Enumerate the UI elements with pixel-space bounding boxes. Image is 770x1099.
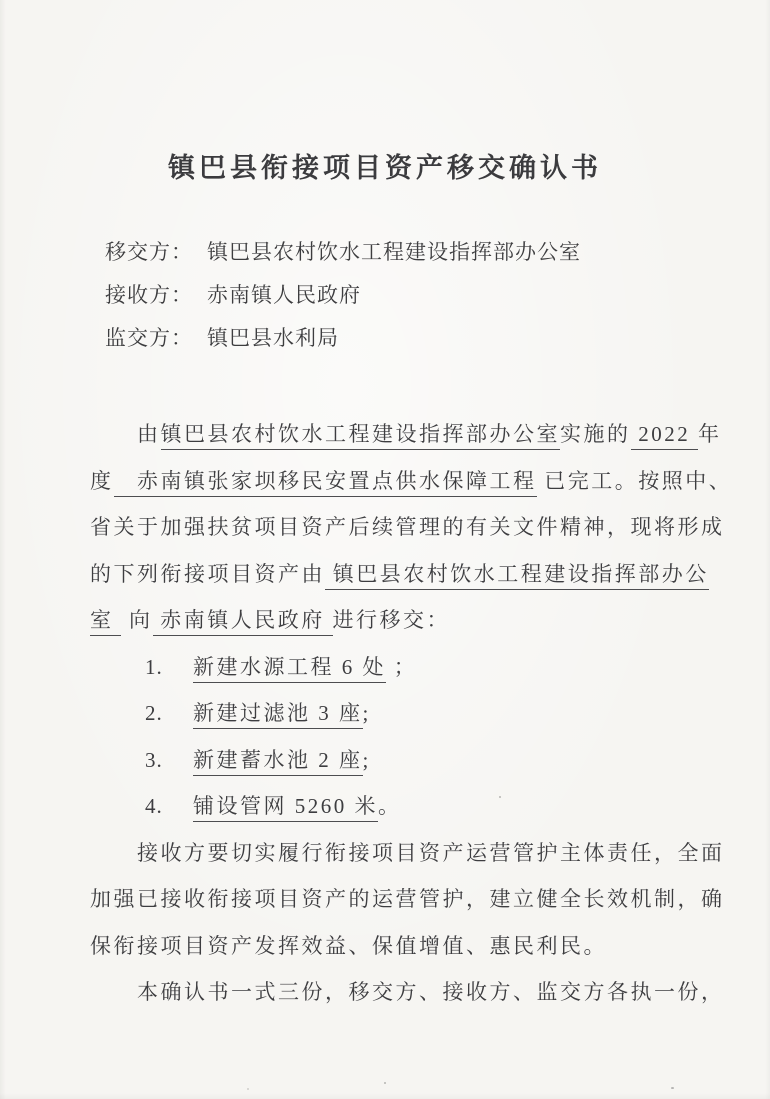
scan-speck — [671, 1087, 674, 1089]
underlined-fill: 新建蓄水池 2 座 — [193, 748, 363, 776]
underlined-fill: 赤南镇张家坝移民安置点供水保障工程 — [114, 469, 537, 497]
body-text: 向 — [121, 608, 153, 632]
list-item-3 — [90, 737, 710, 784]
list-item-punctuation: ； — [386, 654, 418, 679]
scan-speck — [499, 796, 501, 798]
party-label: 监交方： — [105, 326, 193, 350]
underlined-fill: 新建过滤池 3 座 — [193, 701, 363, 729]
underlined-fill: 镇巴县农村饮水工程建设指挥部办公室 — [161, 422, 561, 450]
list-item-number: 4. — [145, 794, 163, 818]
party-row-supervisor — [105, 317, 581, 360]
list-item-4 — [90, 783, 710, 830]
list-item-number: 2. — [145, 701, 163, 725]
underlined-fill: 2022 — [631, 422, 699, 450]
paragraph1-line4 — [90, 551, 710, 598]
scan-speck — [247, 1088, 249, 1090]
underlined-fill: 铺设管网 5260 米 — [193, 794, 378, 822]
document-title: 镇巴县衔接项目资产移交确认书 — [168, 153, 602, 183]
list-item-punctuation: 。 — [378, 794, 402, 818]
underlined-fill: 镇巴县农村饮水工程建设指挥部办公 — [325, 562, 709, 590]
paragraph1-line2 — [90, 458, 733, 505]
paragraph2-line3: 保衔接项目资产发挥效益、保值增值、惠民利民。 — [90, 933, 607, 958]
parties-block — [105, 231, 581, 360]
paragraph2-line2: 加强已接收衔接项目资产的运营管护，建立健全长效机制，确 — [90, 887, 725, 911]
paragraph1-line3 — [90, 504, 725, 551]
underlined-fill: 赤南镇人民政府 — [153, 608, 333, 636]
body-text: 由 — [90, 422, 161, 446]
list-item-1 — [90, 644, 710, 691]
paragraph2-line1: 接收方要切实履行衔接项目资产运营管护主体责任，全面 — [90, 840, 725, 865]
list-item-2 — [90, 690, 710, 737]
party-label: 接收方： — [105, 283, 193, 307]
paragraph3-line1: 本确认书一式三份，移交方、接收方、监交方各执一份， — [90, 980, 725, 1004]
list-item-number: 1. — [145, 654, 163, 679]
list-item-punctuation: ; — [362, 701, 371, 725]
body-text: 实施的 — [560, 422, 631, 446]
paragraph1-line1 — [90, 411, 722, 458]
list-item-punctuation: ; — [362, 747, 371, 772]
underlined-fill: 室 — [90, 608, 121, 636]
body-text: 度 — [90, 468, 114, 493]
party-value: 赤南镇人民政府 — [207, 283, 361, 307]
party-label: 移交方： — [105, 240, 193, 264]
body-text: 省关于加强扶贫项目资产后续管理的有关文件精神，现将形成 — [90, 515, 725, 539]
scan-speck — [384, 1082, 386, 1084]
party-row-transferor — [105, 231, 581, 274]
body-text: 的下列衔接项目资产由 — [90, 561, 325, 586]
body-text: 进行移交： — [332, 608, 450, 632]
party-value: 镇巴县水利局 — [207, 326, 339, 350]
party-row-recipient — [105, 274, 581, 317]
document-body — [90, 411, 733, 1016]
body-text: 已完工。按照中、 — [536, 468, 733, 493]
party-value: 镇巴县农村饮水工程建设指挥部办公室 — [207, 240, 581, 264]
list-item-number: 3. — [145, 747, 163, 772]
body-text: 年 — [698, 422, 722, 446]
underlined-fill: 新建水源工程 6 处 — [193, 655, 386, 683]
paragraph1-line5 — [90, 597, 710, 644]
